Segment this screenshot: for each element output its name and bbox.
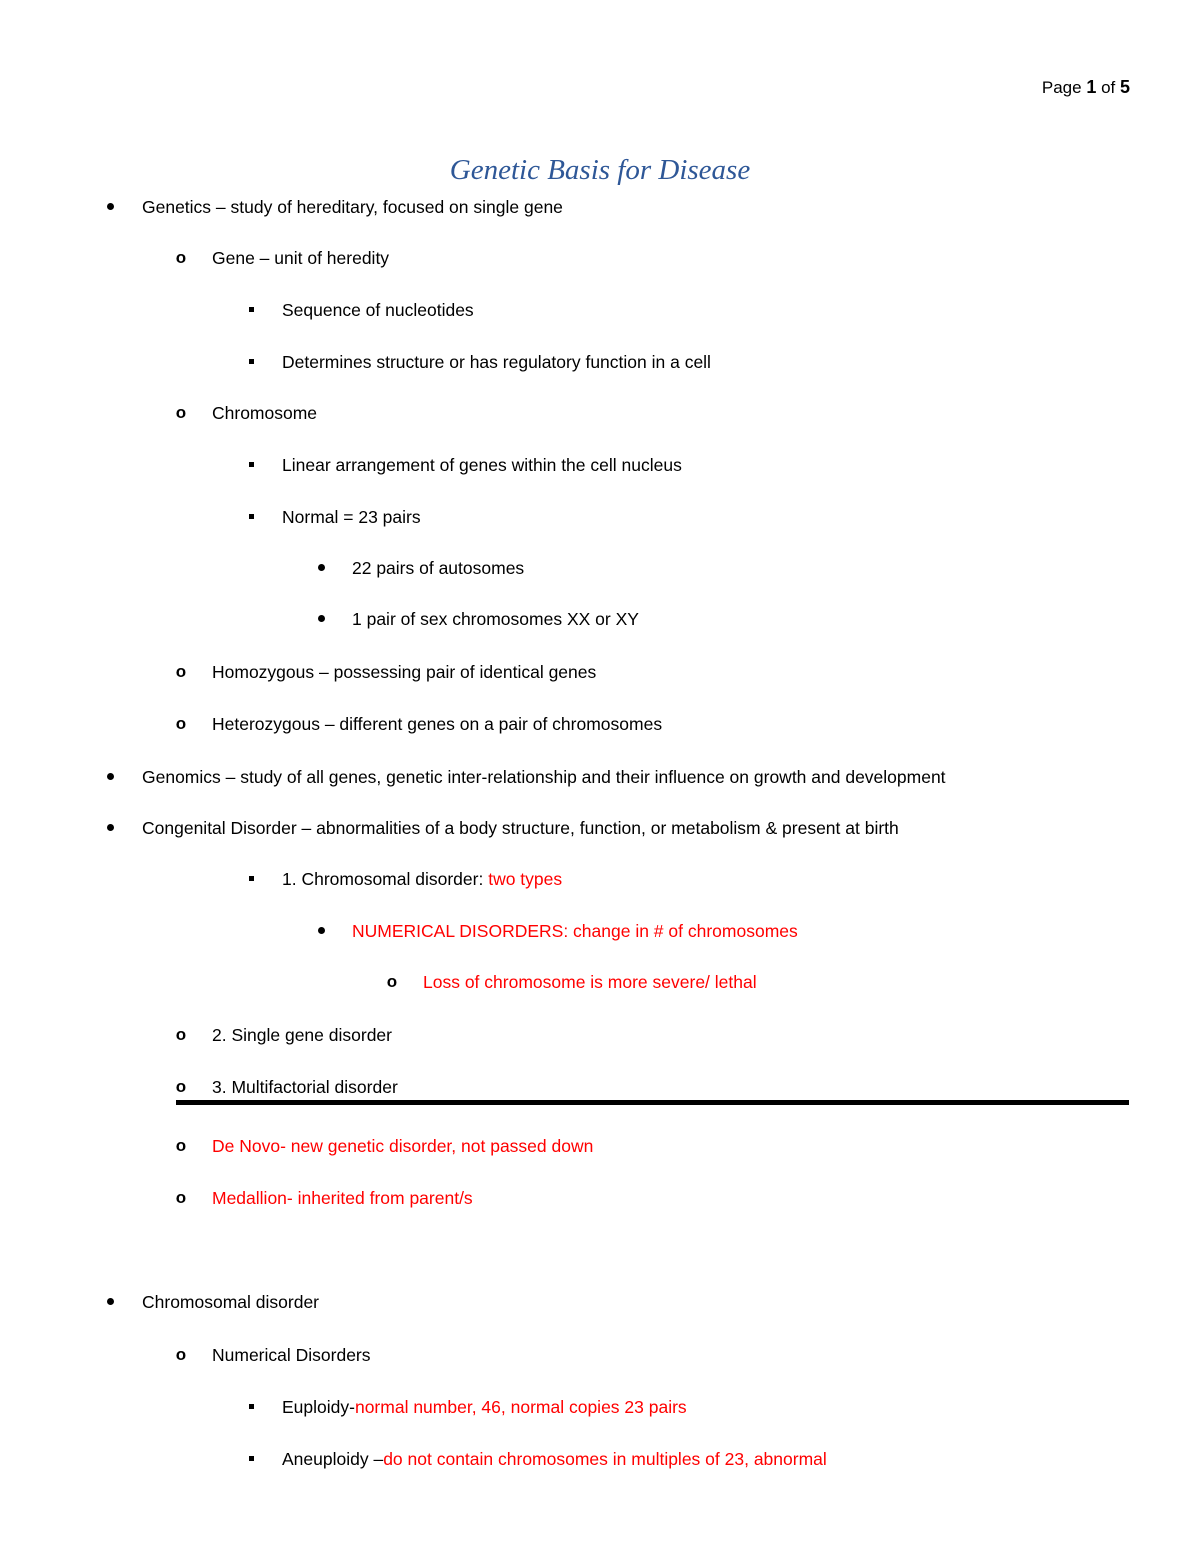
list-item-text: Genomics – study of all genes, genetic inter-relationship and their influence on growth and development	[142, 767, 946, 787]
list-item-text-highlight: normal number, 46, normal copies 23 pairs	[354, 1397, 687, 1417]
square-bullet-icon	[240, 1446, 262, 1472]
list-item-text: Homozygous – possessing pair of identical genes	[212, 662, 597, 682]
list-item-text: Normal = 23 pairs	[282, 507, 421, 527]
page-label: Page	[1041, 78, 1082, 97]
list-item-text	[282, 866, 562, 892]
square-bullet-icon	[240, 504, 262, 530]
page-number	[1042, 74, 1130, 101]
list-item-text: Loss of chromosome is more severe/ lethal	[423, 972, 757, 992]
list-item-text: 22 pairs of autosomes	[352, 558, 525, 578]
square-bullet-icon	[240, 349, 262, 375]
square-bullet-icon	[240, 866, 262, 892]
bullet-icon	[310, 606, 332, 632]
list-item-text-black: Euploidy-	[282, 1397, 355, 1417]
list-item-text: De Novo- new genetic disorder, not passed down	[212, 1136, 594, 1156]
horizontal-rule	[176, 1100, 1129, 1105]
list-item-text-highlight: two types	[488, 869, 563, 889]
list-item-text	[282, 1394, 687, 1420]
list-item-text-black: 1. Chromosomal disorder:	[282, 869, 489, 889]
list-item-text: Gene – unit of heredity	[212, 248, 390, 268]
list-item-text: Chromosomal disorder	[142, 1292, 320, 1312]
list-item-text: Determines structure or has regulatory function in a cell	[282, 352, 711, 372]
circle-bullet-icon: o	[175, 662, 187, 681]
bullet-icon	[310, 555, 332, 581]
list-item-text: Linear arrangement of genes within the cell nucleus	[282, 455, 682, 475]
list-item-text: 2. Single gene disorder	[212, 1025, 392, 1045]
square-bullet-icon	[240, 452, 262, 478]
bullet-icon	[100, 815, 120, 841]
list-item-text: 3. Multifactorial disorder	[212, 1077, 398, 1097]
circle-bullet-icon: o	[386, 972, 398, 991]
list-item-text: Sequence of nucleotides	[282, 300, 474, 320]
page-total: 5	[1119, 77, 1130, 97]
list-item-text: Congenital Disorder – abnormalities of a body structure, function, or metabolism & present at birth	[142, 818, 899, 838]
list-item-text-black: Aneuploidy –	[282, 1449, 384, 1469]
bullet-icon	[310, 918, 332, 944]
circle-bullet-icon: o	[175, 248, 187, 267]
list-item-text: NUMERICAL DISORDERS: change in # of chromosomes	[352, 921, 798, 941]
list-item-text-highlight: do not contain chromosomes in multiples of 23, abnormal	[383, 1449, 827, 1469]
document-title: Genetic Basis for Disease	[449, 154, 751, 186]
list-item-text: 1 pair of sex chromosomes XX or XY	[352, 609, 639, 629]
circle-bullet-icon: o	[175, 1345, 187, 1364]
list-item-text: Chromosome	[212, 403, 318, 423]
bullet-icon	[100, 764, 120, 790]
circle-bullet-icon: o	[175, 403, 187, 422]
circle-bullet-icon: o	[175, 1188, 187, 1207]
page-current: 1	[1086, 77, 1097, 97]
square-bullet-icon	[240, 297, 262, 323]
list-item-text: Heterozygous – different genes on a pair of chromosomes	[212, 714, 663, 734]
circle-bullet-icon: o	[175, 1025, 187, 1044]
list-item-text: Genetics – study of hereditary, focused on single gene	[142, 197, 563, 217]
page-of: of	[1101, 78, 1116, 97]
circle-bullet-icon: o	[175, 714, 187, 733]
circle-bullet-icon: o	[175, 1077, 187, 1096]
bullet-icon	[100, 194, 120, 220]
square-bullet-icon	[240, 1394, 262, 1420]
circle-bullet-icon: o	[175, 1136, 187, 1155]
list-item-text: Medallion- inherited from parent/s	[212, 1188, 473, 1208]
bullet-icon	[100, 1289, 120, 1315]
list-item-text: Numerical Disorders	[212, 1345, 371, 1365]
list-item-text	[282, 1446, 827, 1472]
